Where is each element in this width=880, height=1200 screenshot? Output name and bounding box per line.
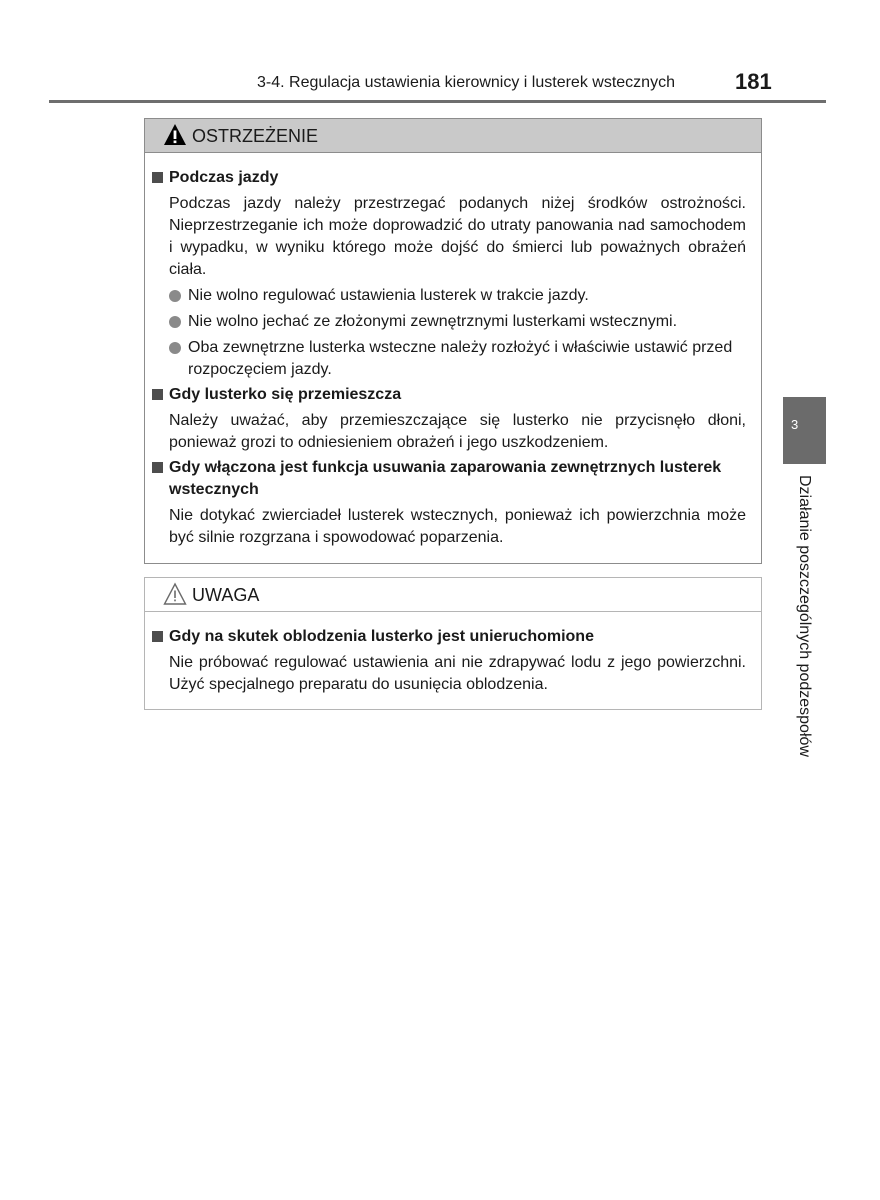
caution-paragraph: Nie próbować regulować ustawienia ani nie zdrapywać lodu z jego powierzchni. Użyć specjalnego preparatu do usunięcia oblodzenia. [169, 654, 746, 693]
warning-bullet-text: Nie wolno jechać ze złożonymi zewnętrznymi lusterkami wstecznymi. [188, 313, 678, 330]
caution-section-heading-text: Gdy na skutek oblodzenia lusterko jest unieruchomione [169, 628, 594, 645]
warning-header [145, 119, 761, 153]
page-number: 181 [735, 69, 772, 94]
caution-title: UWAGA [192, 585, 260, 605]
square-bullet-icon [152, 462, 163, 473]
side-chapter-title [783, 475, 826, 795]
warning-bullet-item [145, 311, 761, 333]
header-rule [49, 100, 826, 103]
header-section-title: 3-4. Regulacja ustawienia kierownicy i lusterek wstecznych [257, 74, 675, 91]
caution-header [145, 578, 761, 612]
warning-body [145, 153, 761, 549]
warning-title: OSTRZEŻENIE [192, 126, 319, 146]
warning-bullet-item [145, 337, 761, 381]
warning-section-heading-text: Gdy lusterko się przemieszcza [169, 386, 402, 403]
caution-section-heading [145, 626, 761, 648]
caution-triangle-icon [163, 582, 187, 606]
round-bullet-icon [169, 316, 181, 328]
chapter-number: 3 [791, 417, 799, 432]
warning-section-heading-text: Gdy włączona jest funkcja usuwania zaparowania zewnętrznych lusterek wstecznych [169, 459, 722, 498]
warning-section-heading [145, 384, 761, 406]
caution-box [144, 577, 762, 710]
round-bullet-icon [169, 342, 181, 354]
square-bullet-icon [152, 389, 163, 400]
square-bullet-icon [152, 172, 163, 183]
warning-paragraph: Należy uważać, aby przemieszczające się lusterko nie przycisnęło dłoni, ponieważ grozi to odniesieniem obrażeń i jego uszkodzeniem. [169, 412, 746, 451]
square-bullet-icon [152, 631, 163, 642]
warning-bullet-item [145, 285, 761, 307]
round-bullet-icon [169, 290, 181, 302]
warning-bullet-text: Nie wolno regulować ustawienia lusterek w trakcie jazdy. [188, 287, 589, 304]
side-chapter-title-text: Działanie poszczególnych podzespołów [796, 475, 813, 757]
warning-section-heading-text: Podczas jazdy [169, 169, 279, 186]
warning-triangle-icon [163, 123, 187, 147]
warning-bullet-text: Oba zewnętrzne lusterka wsteczne należy rozłożyć i właściwie ustawić przed rozpoczęciem jazdy. [188, 339, 733, 378]
warning-box [144, 118, 762, 564]
warning-section-heading [145, 167, 761, 189]
chapter-tab [783, 397, 826, 464]
caution-body [145, 612, 761, 696]
warning-section-heading [145, 457, 761, 501]
warning-paragraph: Podczas jazdy należy przestrzegać podanych niżej środków ostrożności. Nieprzestrzeganie ich może doprowadzić do utraty panowania nad samochodem i wypadku, w wyniku którego może dojść do śmierci lub poważnych obrażeń ciała. [169, 195, 746, 278]
warning-paragraph: Nie dotykać zwierciadeł lusterek wstecznych, ponieważ ich powierzchnia może być silnie rozgrzana i spowodować poparzenia. [169, 507, 746, 546]
